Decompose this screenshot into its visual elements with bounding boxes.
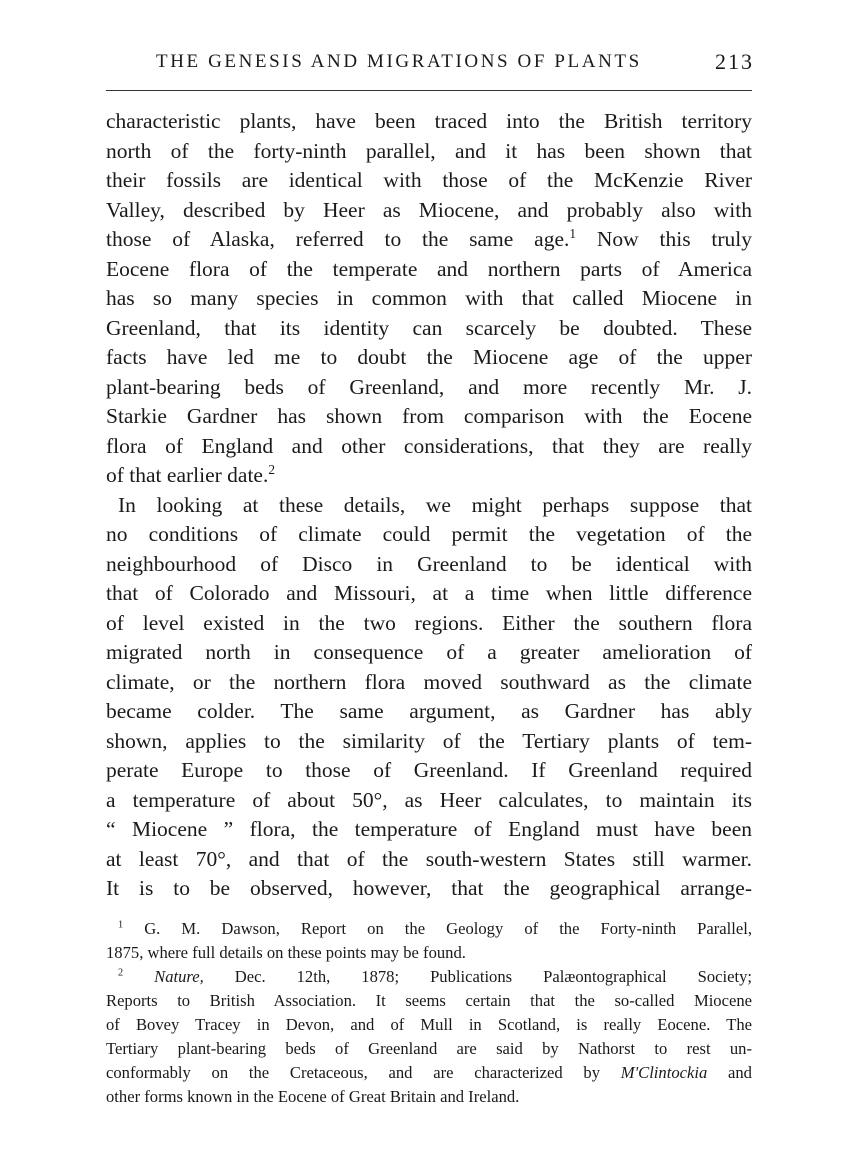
- footnote-line: [106, 1061, 752, 1085]
- text-line: Valley, described by Heer as Miocene, and probably also with: [106, 197, 752, 222]
- text-line: [106, 225, 752, 255]
- text-line: [106, 461, 752, 491]
- running-title: THE GENESIS AND MIGRATIONS OF PLANTS: [156, 51, 642, 72]
- header-rule: [106, 90, 752, 91]
- main-text: [106, 107, 752, 904]
- text-line: north of the forty-ninth parallel, and it has been shown that: [106, 138, 752, 163]
- footnote-2: [106, 965, 752, 1109]
- running-head: [104, 49, 756, 77]
- text-line: perate Europe to those of Greenland. If Greenland required: [106, 758, 752, 782]
- footnote-line: other forms known in the Eocene of Great Britain and Ireland.: [106, 1087, 520, 1106]
- text-fragment: Dec. 12th, 1878; Publications Palæontographical Society;: [234, 967, 752, 986]
- text-line: characteristic plants, have been traced into the British territory: [106, 109, 752, 133]
- footnote-line: Tertiary plant-bearing beds of Greenland are said by Nathorst to rest un-: [106, 1039, 752, 1058]
- text-line: “ Miocene ” flora, the temperature of England must have been: [106, 817, 752, 841]
- footnote-1: [106, 917, 752, 965]
- text-line: of level existed in the two regions. Either the southern flora: [106, 610, 752, 635]
- footnote-line: [106, 965, 752, 989]
- genus-name: M'Clintockia: [620, 1063, 708, 1082]
- text-fragment: of that earlier date.: [106, 463, 269, 487]
- text-fragment: G. M. Dawson, Report on the Geology of the Forty-ninth Parallel,: [144, 919, 752, 938]
- text-line: Greenland, that its identity can scarcely be doubted. These: [106, 315, 752, 340]
- footnotes: [106, 917, 752, 1109]
- journal-title: Nature,: [154, 967, 204, 986]
- paragraph: [106, 107, 752, 491]
- text-line: Starkie Gardner has shown from comparison with the Eocene: [106, 404, 752, 428]
- text-fragment: and: [728, 1063, 752, 1082]
- text-line: migrated north in consequence of a greater amelioration of: [106, 640, 752, 664]
- text-line: shown, applies to the similarity of the Tertiary plants of tem-: [106, 728, 752, 753]
- footnote-marker: 2: [118, 967, 124, 979]
- footnote-line: 1875, where full details on these points may be found.: [106, 943, 466, 962]
- text-line: a temperature of about 50°, as Heer calculates, to maintain its: [106, 787, 752, 812]
- text-line: became colder. The same argument, as Gardner has ably: [106, 699, 752, 723]
- page-number: 213: [715, 49, 754, 74]
- text-line: In looking at these details, we might perhaps suppose that: [118, 492, 752, 517]
- text-line: no conditions of climate could permit the vegetation of the: [106, 522, 752, 546]
- footnote-ref: 1: [569, 225, 577, 241]
- text-line: has so many species in common with that called Miocene in: [106, 286, 752, 310]
- text-line: their fossils are identical with those of the McKenzie River: [106, 168, 752, 192]
- text-line: plant-bearing beds of Greenland, and more recently Mr. J.: [106, 374, 752, 399]
- text-line: facts have led me to doubt the Miocene age of the upper: [106, 345, 752, 369]
- text-fragment: conformably on the Cretaceous, and are characterized by: [106, 1063, 600, 1082]
- text-line: climate, or the northern flora moved southward as the climate: [106, 669, 752, 694]
- text-line: Eocene flora of the temperate and northern parts of America: [106, 256, 752, 281]
- text-line: at least 70°, and that of the south-western States still warmer.: [106, 846, 752, 871]
- footnote-line: Reports to British Association. It seems certain that the so-called Miocene: [106, 991, 752, 1010]
- text-line: flora of England and other considerations, that they are really: [106, 433, 752, 458]
- text-fragment: those of Alaska, referred to the same age.: [106, 227, 570, 251]
- text-line: neighbourhood of Disco in Greenland to be identical with: [106, 551, 752, 576]
- text-fragment: Now this truly: [596, 227, 753, 251]
- footnote-line: [106, 917, 752, 941]
- text-line: that of Colorado and Missouri, at a time when little difference: [106, 581, 752, 605]
- footnote-line: of Bovey Tracey in Devon, and of Mull in Scotland, is really Eocene. The: [106, 1015, 752, 1034]
- footnote-ref: 2: [268, 461, 276, 477]
- footnote-marker: 1: [118, 919, 124, 931]
- text-line: It is to be observed, however, that the geographical arrange-: [106, 876, 752, 900]
- paragraph: [106, 491, 752, 904]
